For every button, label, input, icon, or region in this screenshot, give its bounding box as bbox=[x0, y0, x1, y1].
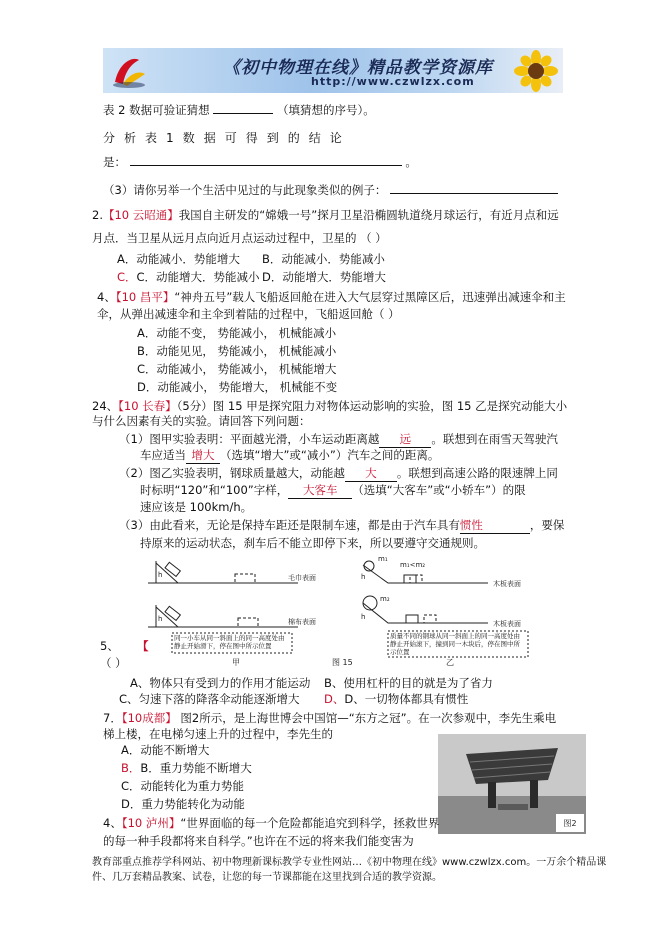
surface-cotton: 棉布表面 bbox=[288, 618, 316, 626]
expo-pavilion-photo bbox=[438, 734, 586, 834]
q5-option-b: B、使用杠杆的目的就是为了省力 bbox=[324, 676, 493, 690]
q24-stem2: 与什么因素有关的实验。请回答下列问题： bbox=[92, 414, 311, 428]
q4-option-a: A．动能不变， 势能减小， 机械能减小 bbox=[137, 326, 337, 340]
line-table2: 表 2 数据可验证猜想 （填猜想的序号）。 bbox=[103, 100, 375, 118]
surface-wood: 木板表面 bbox=[493, 620, 521, 628]
label-h: h bbox=[361, 573, 366, 581]
q2-stem2: 月点．当卫星从远月点向近月点运动过程中，卫星的 （ ） bbox=[92, 231, 387, 245]
q2-option-b: B．动能减小．势能减小 bbox=[262, 252, 385, 266]
caption-right: 质量不同的钢球从同一斜面上的同一高度处由静止开始滚下，撞到同一木块后，停在图中所示位置 bbox=[390, 632, 520, 656]
label-h: h bbox=[158, 571, 163, 579]
q2-option-a: A．动能减小．势能增大 bbox=[117, 252, 240, 266]
label-jia: 甲 bbox=[232, 658, 240, 667]
logo-icon bbox=[109, 52, 149, 90]
sunflower-icon bbox=[511, 50, 561, 92]
q5-num: 5、 bbox=[100, 639, 119, 653]
q5-option-c: C、匀速下落的降落伞动能逐渐增大 bbox=[119, 692, 300, 706]
q24-part1b: 车应适当 增大 （选填“增大”或“减小”）汽车之间的距离。 bbox=[140, 448, 440, 462]
q7-option-d: D．重力势能转化为动能 bbox=[121, 797, 245, 811]
q5-tag: 【 bbox=[137, 639, 149, 653]
answer-increase: 增大 bbox=[186, 447, 220, 464]
blank bbox=[390, 180, 558, 194]
answer-far: 远 bbox=[379, 431, 431, 448]
blank bbox=[213, 100, 273, 114]
q7-stem2: 梯上楼，在电梯匀速上升的过程中，李先生的 bbox=[103, 727, 333, 741]
q7-tag: 【10成都】 bbox=[121, 711, 177, 725]
q4b-tag: 【10 泸州】 bbox=[121, 816, 181, 830]
q24-part2c: 速应该是 100km/h。 bbox=[140, 500, 253, 514]
q24-part2b: 时标明“120”和“100”字样， 大客车 （选填“大客车”或“小轿车”）的限 bbox=[140, 483, 526, 497]
answer-large: 大 bbox=[345, 465, 397, 482]
q4-option-d: D．动能减小， 势能增大， 机械能不变 bbox=[137, 380, 338, 394]
label-yi: 乙 bbox=[446, 658, 454, 667]
label-h: h bbox=[158, 615, 163, 623]
q24-part3: （3）由此看来，无论是保持车距还是限制车速，都是由于汽车具有惯性 ，要保 bbox=[119, 518, 565, 532]
label-m1: m₁ bbox=[378, 555, 388, 563]
q4-stem: 4、【10 昌平】“神舟五号”载人飞船返回舱在进入大气层穿过黑障区后，迅速弹出减速伞和主 bbox=[97, 290, 566, 304]
q4b-stem: 4、【10 泸州】“世界面临的每一个危险都能追究到科学，拯救世界 bbox=[103, 816, 440, 830]
q4b-stem2: 的每一种手段都将来自科学。”也许在不远的将来我们能变害为 bbox=[103, 834, 414, 848]
figure-number: 图 15 bbox=[332, 658, 353, 667]
q7-option-b: B．B．重力势能不断增大 bbox=[121, 761, 252, 775]
header-banner bbox=[103, 48, 563, 93]
q24-part1: （1）图甲实验表明：平面越光滑，小车运动距离越 远 。联想到在雨雪天驾驶汽 bbox=[119, 432, 558, 446]
surface-wood: 木板表面 bbox=[493, 580, 521, 588]
label-m2: m₂ bbox=[380, 595, 390, 603]
caption-left: 同一小车从同一斜面上的同一高度处由静止开始滑下，停在图中所示位置 bbox=[174, 634, 285, 650]
line-analysis: 分 析 表 1 数 据 可 得 到 的 结 论 bbox=[103, 131, 345, 145]
surface-towel: 毛巾表面 bbox=[288, 574, 316, 582]
q24-part3b: 持原来的运动状态，刹车后不能立即停下来，所以要遵守交通规则。 bbox=[140, 536, 485, 550]
q4-option-b: B．动能见见， 势能减小， 机械能减小 bbox=[137, 344, 337, 358]
q5-option-a: A、物体只有受到力的作用才能运动 bbox=[130, 676, 311, 690]
q4-stem2: 伞，从弹出减速伞和主伞到着陆的过程中，飞船返回舱（ ） bbox=[97, 307, 400, 321]
blank bbox=[130, 152, 402, 166]
answer-bus: 大客车 bbox=[288, 482, 352, 499]
q2-option-c: C．C．动能增大．势能减小 bbox=[117, 270, 260, 284]
q7-option-c: C．动能转化为重力势能 bbox=[121, 779, 245, 793]
label-mrel: m₁<m₂ bbox=[400, 561, 426, 569]
line-conclusion: 是： 。 bbox=[103, 152, 417, 170]
q4-tag: 【10 昌平】 bbox=[115, 290, 175, 304]
q2-tag: 【10 云昭通】 bbox=[102, 208, 179, 222]
label-h: h bbox=[361, 613, 366, 621]
q7-stem: 7．【10成都】 图2所示，是上海世博会中国馆—“东方之冠”。在一次参观中，李先生乘电 bbox=[103, 711, 557, 725]
banner-title: 《初中物理在线》精品教学资源库 bbox=[223, 58, 493, 78]
q2-option-d: D．动能增大．势能增大 bbox=[262, 270, 386, 284]
q24-part2: （2）图乙实验表明，钢球质量越大，动能越 大 。联想到高速公路的限速牌上同 bbox=[119, 466, 558, 480]
line-example: （3）请你另举一个生活中见过的与此现象类似的例子： bbox=[103, 180, 558, 198]
figure-15 bbox=[148, 553, 540, 668]
q7-option-a: A．动能不断增大 bbox=[121, 743, 210, 757]
q2-stem: 2.【10 云昭通】我国自主研发的“嫦娥一号”探月卫星沿椭圆轨道绕月球运行，有近月点和远 bbox=[92, 208, 559, 222]
q24-tag: 【10 长春】 bbox=[118, 399, 177, 413]
footer-ad: 教育部重点推荐学科网站、初中物理新课标教学专业性网站…《初中物理在线》www.czwlzx.com。一万余个精品课件、几万套精品教案、试卷，让您的每一节课都能在这里找到合适的教学资源。 bbox=[92, 857, 607, 883]
banner-url[interactable]: http://www.czwlzx.com bbox=[311, 75, 475, 88]
q24-stem: 24、【10 长春】（5分）图 15 甲是探究阻力对物体运动影响的实验，图 15 乙是探究动能大小 bbox=[92, 399, 568, 413]
q5-paren: （ ） bbox=[100, 656, 127, 670]
q5-option-d: D、D、一切物体都具有惯性 bbox=[324, 692, 469, 706]
q4-option-c: C．动能减小， 势能减小， 机械能增大 bbox=[137, 362, 337, 376]
answer-inertia: 惯性 bbox=[460, 517, 530, 534]
photo-label: 图2 bbox=[563, 819, 577, 828]
